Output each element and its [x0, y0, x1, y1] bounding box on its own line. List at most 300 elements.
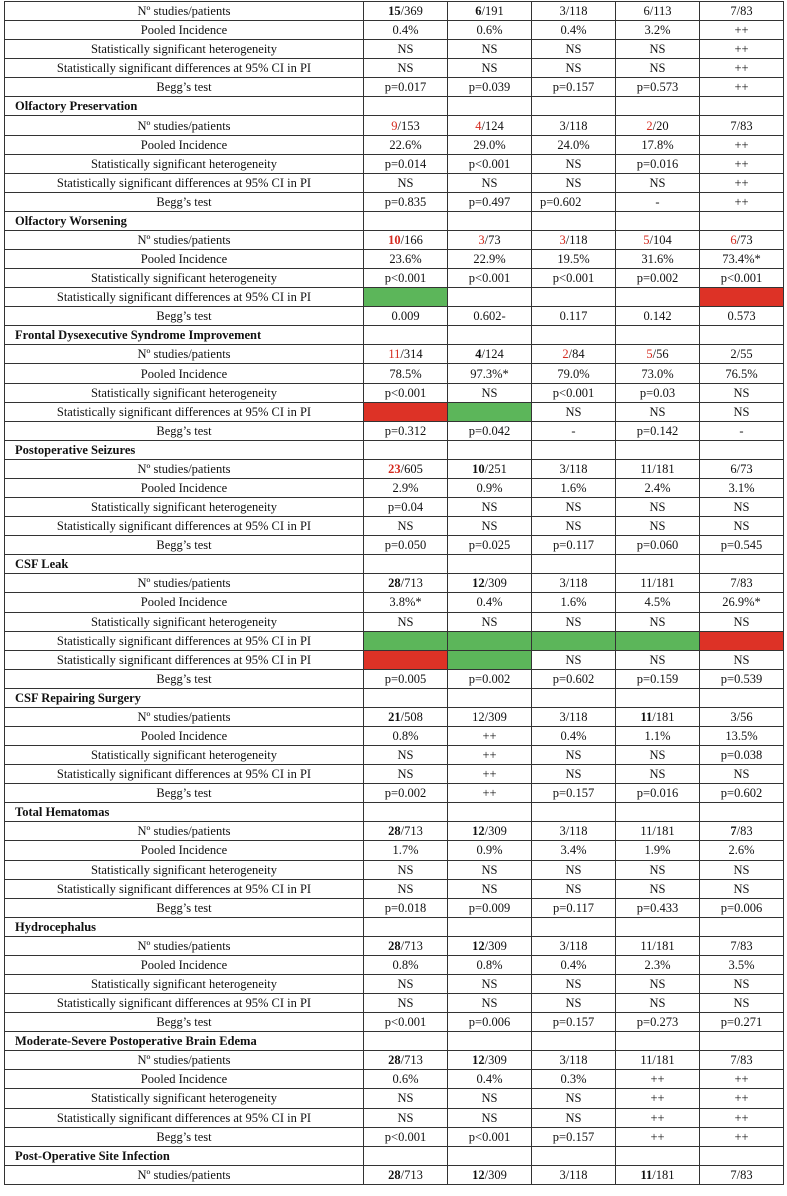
- value-cell: 3.8%*: [364, 593, 448, 612]
- value-cell: [448, 1165, 532, 1184]
- value-cell: [364, 459, 448, 478]
- value-cell: 7/83: [700, 1051, 784, 1070]
- significance-red-cell: [364, 402, 448, 421]
- value-cell: 23.6%: [364, 250, 448, 269]
- patient-count: /104: [649, 232, 672, 247]
- value-cell: NS: [448, 59, 532, 78]
- value-cell: NS: [700, 765, 784, 784]
- value-cell: NS: [448, 498, 532, 517]
- value-cell: NS: [700, 402, 784, 421]
- section-header-olfactory-preservation: [5, 97, 784, 116]
- study-count: 5: [643, 232, 650, 247]
- value-cell: 7/83: [700, 1165, 784, 1184]
- patient-count: /713: [400, 1053, 423, 1068]
- patient-count: /713: [400, 824, 423, 839]
- row-label: Nº studies/patients: [5, 459, 364, 478]
- value-cell: NS: [532, 879, 616, 898]
- value-cell: [364, 230, 448, 249]
- value-cell: NS: [616, 994, 700, 1013]
- meta-analysis-table: [4, 1, 784, 1185]
- table-row: [5, 1070, 784, 1089]
- value-cell: p=0.433: [616, 898, 700, 917]
- patient-count: /314: [400, 347, 423, 362]
- study-count: 11: [640, 709, 653, 724]
- value-cell: NS: [700, 650, 784, 669]
- significance-green-cell: [532, 631, 616, 650]
- value-cell: [364, 574, 448, 593]
- table-row: [5, 898, 784, 917]
- empty-cell: [700, 803, 784, 822]
- value-cell: p=0.042: [448, 421, 532, 440]
- value-cell: [616, 1165, 700, 1184]
- row-label: Statistically significant heterogeneity: [5, 612, 364, 631]
- row-label: Statistically significant differences at 95% CI in PI: [5, 994, 364, 1013]
- value-cell: NS: [448, 1108, 532, 1127]
- value-cell: p=0.602: [532, 192, 616, 211]
- empty-cell: [364, 440, 448, 459]
- value-cell: p=0.002: [616, 269, 700, 288]
- value-cell: 22.6%: [364, 135, 448, 154]
- patient-count: /309: [484, 824, 507, 839]
- patient-count: /309: [484, 576, 507, 591]
- value-cell: p<0.001: [448, 154, 532, 173]
- empty-cell: [532, 97, 616, 116]
- table-row: [5, 860, 784, 879]
- value-cell: 0.4%: [364, 21, 448, 40]
- value-cell: ++: [448, 784, 532, 803]
- study-count: 12: [472, 824, 485, 839]
- table-row: [5, 517, 784, 536]
- value-cell: 0.3%: [532, 1070, 616, 1089]
- value-cell: p<0.001: [448, 269, 532, 288]
- table-row: [5, 765, 784, 784]
- value-cell: 13.5%: [700, 726, 784, 745]
- table-row: [5, 707, 784, 726]
- table-row: [5, 230, 784, 249]
- row-label: Statistically significant differences at 95% CI in PI: [5, 288, 364, 307]
- value-cell: [448, 230, 532, 249]
- patient-count: /166: [400, 232, 423, 247]
- value-cell: p=0.545: [700, 536, 784, 555]
- value-cell: NS: [532, 650, 616, 669]
- value-cell: 0.573: [700, 307, 784, 326]
- empty-cell: [616, 440, 700, 459]
- section-title: CSF Repairing Surgery: [5, 688, 364, 707]
- value-cell: ++: [448, 726, 532, 745]
- patient-count: /83: [736, 824, 753, 839]
- empty-cell: [364, 688, 448, 707]
- value-cell: ++: [700, 1089, 784, 1108]
- row-label: Statistically significant heterogeneity: [5, 40, 364, 59]
- empty-cell: [532, 803, 616, 822]
- value-cell: [448, 936, 532, 955]
- row-label: Statistically significant differences at 95% CI in PI: [5, 631, 364, 650]
- value-cell: p=0.002: [448, 669, 532, 688]
- significance-red-cell: [364, 650, 448, 669]
- value-cell: 6/73: [700, 459, 784, 478]
- empty-cell: [616, 555, 700, 574]
- study-count: 21: [388, 709, 401, 724]
- value-cell: p<0.001: [448, 1127, 532, 1146]
- table-row: [5, 574, 784, 593]
- patient-count: /124: [481, 347, 504, 362]
- row-label: Nº studies/patients: [5, 2, 364, 21]
- patient-count: /251: [484, 461, 507, 476]
- value-cell: [364, 345, 448, 364]
- value-cell: 78.5%: [364, 364, 448, 383]
- row-label: Statistically significant heterogeneity: [5, 974, 364, 993]
- value-cell: p=0.016: [616, 154, 700, 173]
- row-label: Nº studies/patients: [5, 822, 364, 841]
- patient-count: /181: [652, 1167, 675, 1182]
- value-cell: NS: [532, 765, 616, 784]
- value-cell: p<0.001: [364, 383, 448, 402]
- value-cell: p=0.157: [532, 1013, 616, 1032]
- patient-count: /713: [400, 1167, 423, 1182]
- value-cell: ++: [700, 192, 784, 211]
- empty-cell: [532, 555, 616, 574]
- empty-cell: [532, 211, 616, 230]
- table-row: [5, 974, 784, 993]
- value-cell: 0.142: [616, 307, 700, 326]
- value-cell: [364, 707, 448, 726]
- value-cell: NS: [616, 879, 700, 898]
- row-label: Statistically significant heterogeneity: [5, 746, 364, 765]
- value-cell: p<0.001: [364, 1127, 448, 1146]
- study-count: 28: [388, 824, 401, 839]
- row-label: Begg’s test: [5, 421, 364, 440]
- row-label: Statistically significant heterogeneity: [5, 498, 364, 517]
- value-cell: NS: [616, 498, 700, 517]
- value-cell: p=0.006: [448, 1013, 532, 1032]
- empty-cell: [616, 211, 700, 230]
- row-label: Pooled Incidence: [5, 726, 364, 745]
- value-cell: NS: [616, 402, 700, 421]
- row-label: Statistically significant differences at 95% CI in PI: [5, 59, 364, 78]
- empty-cell: [532, 1146, 616, 1165]
- value-cell: NS: [700, 974, 784, 993]
- value-cell: p=0.602: [532, 669, 616, 688]
- row-label: Statistically significant differences at 95% CI in PI: [5, 402, 364, 421]
- value-cell: NS: [364, 40, 448, 59]
- value-cell: p=0.04: [364, 498, 448, 517]
- value-cell: NS: [364, 879, 448, 898]
- empty-cell: [532, 1032, 616, 1051]
- empty-cell: [448, 1032, 532, 1051]
- patient-count: /20: [652, 118, 669, 133]
- value-cell: NS: [532, 154, 616, 173]
- study-count: 11: [388, 347, 401, 362]
- table-row: [5, 269, 784, 288]
- table-row: [5, 822, 784, 841]
- row-label: Begg’s test: [5, 307, 364, 326]
- value-cell: NS: [700, 860, 784, 879]
- value-cell: p=0.025: [448, 536, 532, 555]
- table-row: [5, 1089, 784, 1108]
- table-row: [5, 345, 784, 364]
- value-cell: p=0.157: [532, 784, 616, 803]
- table-row: [5, 955, 784, 974]
- section-header-hydrocephalus: [5, 917, 784, 936]
- table-row: [5, 21, 784, 40]
- value-cell: ++: [700, 135, 784, 154]
- value-cell: NS: [364, 994, 448, 1013]
- table-row: [5, 40, 784, 59]
- significance-green-cell: [448, 631, 532, 650]
- value-cell: NS: [616, 974, 700, 993]
- study-count: 12: [472, 1053, 485, 1068]
- value-cell: 0.4%: [448, 593, 532, 612]
- value-cell: 79.0%: [532, 364, 616, 383]
- value-cell: p=0.060: [616, 536, 700, 555]
- table-row: [5, 288, 784, 307]
- significance-red-cell: [700, 288, 784, 307]
- row-label: Statistically significant differences at 95% CI in PI: [5, 173, 364, 192]
- value-cell: p=0.273: [616, 1013, 700, 1032]
- empty-cell: [532, 326, 616, 345]
- table-row: [5, 421, 784, 440]
- value-cell: p=0.602: [700, 784, 784, 803]
- table-row: [5, 1127, 784, 1146]
- value-cell: 22.9%: [448, 250, 532, 269]
- value-cell: [448, 116, 532, 135]
- value-cell: p=0.271: [700, 1013, 784, 1032]
- patient-count: /309: [484, 1053, 507, 1068]
- value-cell: 0.009: [364, 307, 448, 326]
- value-cell: NS: [700, 994, 784, 1013]
- value-cell: 3/118: [532, 1051, 616, 1070]
- table-row: [5, 478, 784, 497]
- section-title: Olfactory Worsening: [5, 211, 364, 230]
- value-cell: ++: [616, 1089, 700, 1108]
- section-header-csf-leak: [5, 555, 784, 574]
- significance-green-cell: [364, 631, 448, 650]
- value-cell: p<0.001: [364, 1013, 448, 1032]
- row-label: Pooled Incidence: [5, 478, 364, 497]
- row-label: Pooled Incidence: [5, 593, 364, 612]
- value-cell: ++: [700, 173, 784, 192]
- value-cell: NS: [448, 860, 532, 879]
- empty-cell: [700, 211, 784, 230]
- value-cell: ++: [700, 1108, 784, 1127]
- value-cell: ++: [700, 154, 784, 173]
- value-cell: -: [700, 421, 784, 440]
- study-count: 4: [475, 347, 482, 362]
- value-cell: 0.6%: [364, 1070, 448, 1089]
- value-cell: 0.8%: [448, 955, 532, 974]
- empty-cell: [364, 97, 448, 116]
- empty-cell: [532, 688, 616, 707]
- value-cell: NS: [364, 1089, 448, 1108]
- value-cell: 4.5%: [616, 593, 700, 612]
- row-label: Pooled Incidence: [5, 955, 364, 974]
- table-row: [5, 154, 784, 173]
- value-cell: NS: [532, 498, 616, 517]
- value-cell: ++: [616, 1108, 700, 1127]
- patient-count: /713: [400, 576, 423, 591]
- empty-cell: [616, 1146, 700, 1165]
- value-cell: 0.4%: [532, 955, 616, 974]
- section-title: Total Hematomas: [5, 803, 364, 822]
- patient-count: /181: [652, 709, 675, 724]
- value-cell: NS: [700, 879, 784, 898]
- value-cell: 7/83: [700, 574, 784, 593]
- patient-count: /309: [484, 938, 507, 953]
- table-row: [5, 841, 784, 860]
- value-cell: [448, 2, 532, 21]
- study-count: 12: [472, 938, 485, 953]
- significance-green-cell: [616, 631, 700, 650]
- value-cell: NS: [532, 517, 616, 536]
- value-cell: [448, 345, 532, 364]
- value-cell: 0.4%: [532, 21, 616, 40]
- value-cell: p=0.006: [700, 898, 784, 917]
- value-cell: [616, 288, 700, 307]
- patient-count: /118: [565, 232, 588, 247]
- value-cell: 11/181: [616, 936, 700, 955]
- patient-count: /508: [400, 709, 423, 724]
- empty-cell: [700, 688, 784, 707]
- value-cell: p=0.497: [448, 192, 532, 211]
- empty-cell: [532, 440, 616, 459]
- value-cell: p=0.014: [364, 154, 448, 173]
- empty-cell: [448, 97, 532, 116]
- value-cell: NS: [364, 173, 448, 192]
- value-cell: NS: [532, 173, 616, 192]
- study-count: 28: [388, 576, 401, 591]
- row-label: Pooled Incidence: [5, 364, 364, 383]
- value-cell: 3/118: [532, 936, 616, 955]
- study-count: 5: [646, 347, 653, 362]
- value-cell: NS: [616, 517, 700, 536]
- patient-count: /84: [568, 347, 585, 362]
- value-cell: [448, 1051, 532, 1070]
- value-cell: NS: [700, 517, 784, 536]
- value-cell: 1.1%: [616, 726, 700, 745]
- value-cell: NS: [448, 879, 532, 898]
- table-row: [5, 307, 784, 326]
- value-cell: 0.4%: [448, 1070, 532, 1089]
- study-count: 11: [640, 1167, 653, 1182]
- table-row: [5, 936, 784, 955]
- section-header-postoperative-seizures: [5, 440, 784, 459]
- value-cell: ++: [616, 1070, 700, 1089]
- value-cell: NS: [532, 974, 616, 993]
- value-cell: NS: [448, 383, 532, 402]
- significance-red-cell: [700, 631, 784, 650]
- study-count: 3: [559, 232, 566, 247]
- table-row: [5, 1051, 784, 1070]
- row-label: Pooled Incidence: [5, 841, 364, 860]
- value-cell: 3/118: [532, 2, 616, 21]
- value-cell: 73.4%*: [700, 250, 784, 269]
- value-cell: 3/118: [532, 1165, 616, 1184]
- value-cell: NS: [448, 517, 532, 536]
- row-label: Pooled Incidence: [5, 1070, 364, 1089]
- empty-cell: [448, 326, 532, 345]
- value-cell: NS: [364, 59, 448, 78]
- row-label: Statistically significant differences at 95% CI in PI: [5, 879, 364, 898]
- patient-count: /73: [736, 232, 753, 247]
- value-cell: NS: [532, 59, 616, 78]
- row-label: Statistically significant heterogeneity: [5, 860, 364, 879]
- section-title: Frontal Dysexecutive Syndrome Improvement: [5, 326, 364, 345]
- study-count: 10: [388, 232, 401, 247]
- row-label: Nº studies/patients: [5, 707, 364, 726]
- empty-cell: [364, 1146, 448, 1165]
- value-cell: [448, 459, 532, 478]
- value-cell: NS: [364, 517, 448, 536]
- value-cell: [532, 288, 616, 307]
- value-cell: p=0.159: [616, 669, 700, 688]
- empty-cell: [448, 1146, 532, 1165]
- value-cell: [448, 574, 532, 593]
- table-row: [5, 2, 784, 21]
- value-cell: 3.1%: [700, 478, 784, 497]
- value-cell: NS: [700, 383, 784, 402]
- row-label: Statistically significant heterogeneity: [5, 269, 364, 288]
- row-label: Pooled Incidence: [5, 135, 364, 154]
- value-cell: 76.5%: [700, 364, 784, 383]
- value-cell: 19.5%: [532, 250, 616, 269]
- value-cell: 31.6%: [616, 250, 700, 269]
- patient-count: /605: [400, 461, 423, 476]
- value-cell: NS: [700, 498, 784, 517]
- value-cell: 0.9%: [448, 841, 532, 860]
- table-row: [5, 78, 784, 97]
- value-cell: p=0.157: [532, 78, 616, 97]
- value-cell: p=0.539: [700, 669, 784, 688]
- table-row: [5, 402, 784, 421]
- study-count: 2: [562, 347, 569, 362]
- value-cell: NS: [364, 860, 448, 879]
- empty-cell: [616, 688, 700, 707]
- value-cell: [364, 1165, 448, 1184]
- study-count: 2: [646, 118, 653, 133]
- value-cell: p=0.009: [448, 898, 532, 917]
- study-count: 15: [388, 4, 401, 19]
- value-cell: 0.9%: [448, 478, 532, 497]
- row-label: Nº studies/patients: [5, 1165, 364, 1184]
- table-row: [5, 879, 784, 898]
- value-cell: 2.4%: [616, 478, 700, 497]
- value-cell: p=0.039: [448, 78, 532, 97]
- value-cell: 2.9%: [364, 478, 448, 497]
- value-cell: 29.0%: [448, 135, 532, 154]
- value-cell: ++: [700, 1127, 784, 1146]
- value-cell: NS: [448, 612, 532, 631]
- value-cell: 2.3%: [616, 955, 700, 974]
- value-cell: 1.7%: [364, 841, 448, 860]
- study-count: 28: [388, 938, 401, 953]
- value-cell: NS: [532, 994, 616, 1013]
- section-header-moderate-severe-postoperative-brain-edema: [5, 1032, 784, 1051]
- value-cell: 0.4%: [532, 726, 616, 745]
- section-header-post-operative-site-infection: [5, 1146, 784, 1165]
- value-cell: 26.9%*: [700, 593, 784, 612]
- value-cell: [700, 822, 784, 841]
- study-count: 28: [388, 1053, 401, 1068]
- study-count: 7: [730, 824, 737, 839]
- row-label: Begg’s test: [5, 669, 364, 688]
- value-cell: [448, 288, 532, 307]
- empty-cell: [364, 211, 448, 230]
- row-label: Nº studies/patients: [5, 574, 364, 593]
- row-label: Statistically significant differences at 95% CI in PI: [5, 765, 364, 784]
- value-cell: 0.8%: [364, 955, 448, 974]
- empty-cell: [700, 326, 784, 345]
- study-count: 4: [475, 118, 482, 133]
